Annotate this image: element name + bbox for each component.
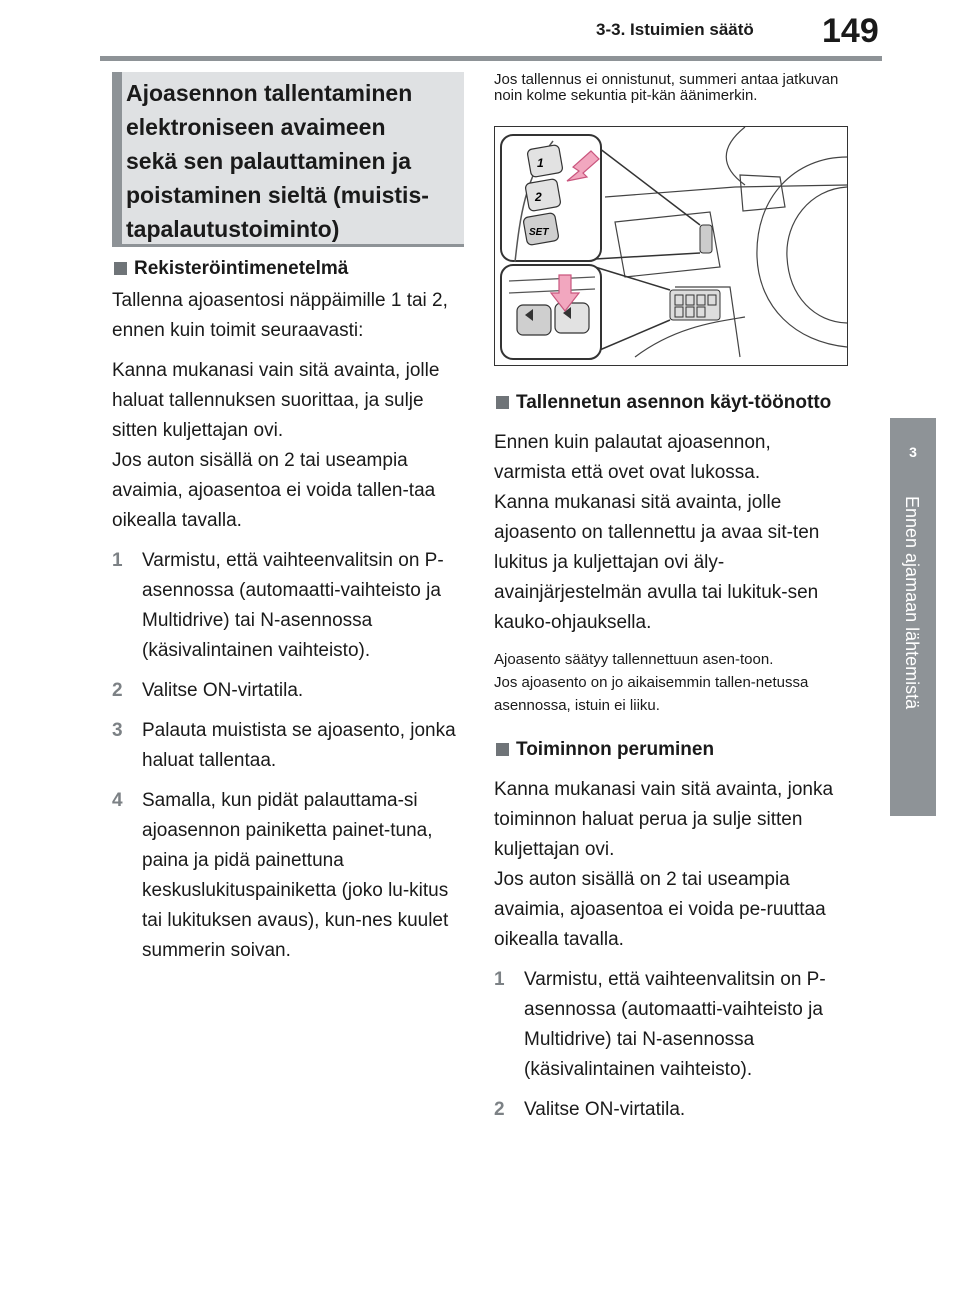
step-item: 2 Valitse ON-virtatila. — [112, 680, 304, 701]
door-panel-diagram — [495, 127, 847, 365]
step-item: 1 Varmistu, että vaihteenvalitsin on P-asennossa (automaatti-vaihteisto ja Multidrive) tai N-asennossa (käsivalintainen vaihteisto). — [494, 969, 826, 1080]
section-heading: Ajoasennon tallentaminen elektroniseen avaimeen sekä sen palauttaminen ja poistaminen sieltä (muistis- tapalautustoiminto) — [126, 80, 429, 242]
step-item: 4 Samalla, kun pidät palauttama-si ajoasennon painiketta painet-tuna, paina ja pidä painettuna keskuslukituspainiketta (joko lu-kitus tai lukituksen avaus), kun-nes kuulet summerin soivan. — [112, 790, 449, 961]
svg-text:1: 1 — [537, 156, 544, 170]
paragraph: Jos auton sisällä on 2 tai useampia avaimia, ajoasentoa ei voida tallen-taa oikealla tavalla. — [112, 450, 436, 531]
note-text: Ajoasento säätyy tallennettuun asen-toon. — [494, 651, 774, 668]
chapter-tab — [890, 418, 936, 816]
page-number: 149 — [822, 12, 879, 50]
paragraph: Kanna mukanasi sitä avainta, jolle ajoasento on tallennettu ja avaa sit-ten lukitus ja kuljettajan ovi äly-avainjärjestelmän avulla tai lukituk-sen kauko-ohjauksella. — [494, 492, 820, 633]
square-bullet-icon — [496, 743, 509, 756]
section-title: 3-3. Istuimien säätö — [596, 20, 754, 39]
paragraph: Jos auton sisällä on 2 tai useampia avaimia, ajoasentoa ei voida pe-ruuttaa oikealla tavalla. — [494, 869, 826, 950]
note-text: Jos tallennus ei onnistunut, summeri antaa jatkuvan noin kolme sekuntia pit-kän äänimerkin. — [494, 71, 839, 104]
chapter-title: Ennen ajamaan lähtemistä — [902, 496, 922, 710]
right-column — [494, 72, 846, 1135]
note-text: Jos ajoasento on jo aikaisemmin tallen-netussa asennossa, istuin ei liiku. — [494, 674, 809, 714]
step-item: 3 Palauta muistista se ajoasento, jonka haluat tallentaa. — [112, 720, 456, 771]
svg-text:2: 2 — [535, 190, 542, 204]
chapter-number: 3 — [909, 444, 917, 460]
subheading-registration: Rekisteröintimenetelmä — [112, 252, 464, 286]
square-bullet-icon — [496, 396, 509, 409]
svg-text:SET: SET — [529, 227, 549, 238]
subheading-cancel: Toiminnon peruminen — [494, 733, 846, 767]
paragraph: Ennen kuin palautat ajoasennon, varmista että ovet ovat lukossa. — [494, 432, 771, 483]
step-item: 2 Valitse ON-virtatila. — [494, 1099, 686, 1120]
paragraph: Tallenna ajoasentosi näppäimille 1 tai 2, ennen kuin toimit seuraavasti: — [112, 290, 448, 341]
header-rule — [100, 56, 882, 61]
subheading-recall: Tallennetun asennon käyt-töönotto — [494, 386, 846, 420]
memory-button-illustration — [494, 126, 848, 366]
section-title-box — [112, 72, 464, 247]
step-item: 1 Varmistu, että vaihteenvalitsin on P-asennossa (automaatti-vaihteisto ja Multidrive) tai N-asennossa (käsivalintainen vaihteisto). — [112, 550, 444, 661]
square-bullet-icon — [114, 262, 127, 275]
paragraph: Kanna mukanasi vain sitä avainta, jolle haluat tallennuksen suorittaa, ja sulje sitten kuljettajan ovi. — [112, 360, 440, 441]
left-column — [112, 252, 464, 976]
paragraph: Kanna mukanasi vain sitä avainta, jonka toiminnon haluat perua ja sulje sitten kuljettajan ovi. — [494, 779, 834, 860]
